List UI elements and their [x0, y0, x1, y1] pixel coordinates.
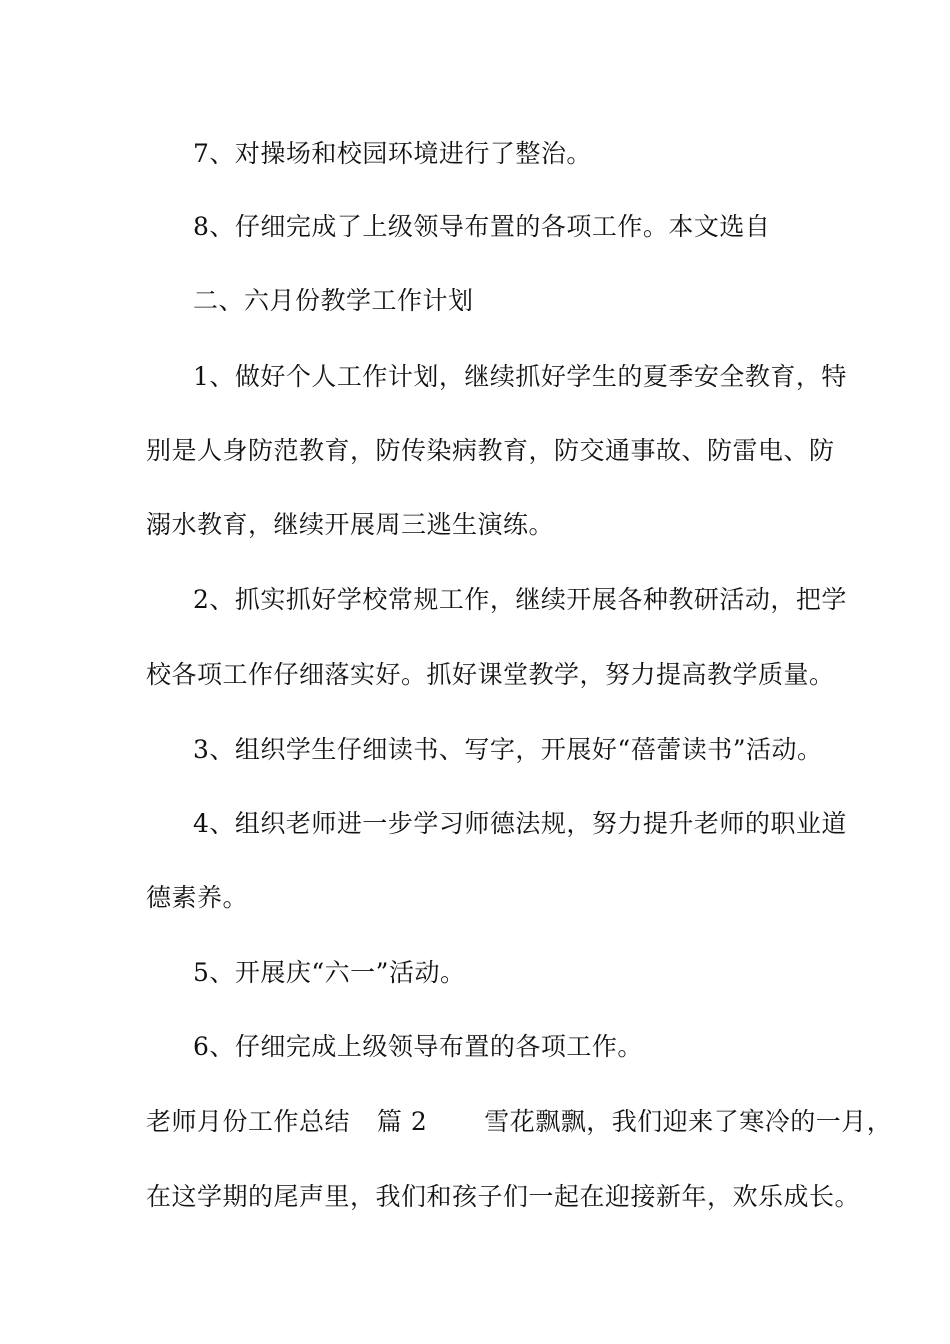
paragraph-line: 7、对操场和校园环境进行了整治。 [193, 139, 592, 168]
paragraph-line: 4、组织老师进一步学习师德法规，努力提升老师的职业道 [193, 809, 847, 838]
paragraph-line: 溺水教育，继续开展周三逃生演练。 [146, 510, 555, 539]
paragraph-line: 在这学期的尾声里，我们和孩子们一起在迎接新年，欢乐成长。 [146, 1182, 861, 1211]
paragraph-line: 2、抓实抓好学校常规工作，继续开展各种教研活动，把学 [193, 585, 847, 614]
section-text: 雪花飘飘，我们迎来了寒冷的一月， [484, 1107, 893, 1136]
section-title: 二、六月份教学工作计划 [193, 286, 474, 315]
section-heading: 老师月份工作总结 [146, 1107, 351, 1136]
paragraph-line: 8、仔细完成了上级领导布置的各项工作。本文选自 [193, 212, 771, 241]
paragraph-line: 别是人身防范教育，防传染病教育，防交通事故、防雷电、防 [146, 436, 835, 465]
paragraph-line: 德素养。 [146, 883, 249, 912]
paragraph-line: 校各项工作仔细落实好。抓好课堂教学，努力提高教学质量。 [146, 660, 835, 689]
paragraph-line: 1、做好个人工作计划，继续抓好学生的夏季安全教育，特 [193, 362, 847, 391]
paragraph-line: 3、组织学生仔细读书、写字，开展好“蓓蕾读书”活动。 [193, 735, 823, 764]
paragraph-line: 5、开展庆“六一”活动。 [193, 958, 466, 987]
paragraph-line: 6、仔细完成上级领导布置的各项工作。 [193, 1032, 643, 1061]
section-label: 篇 2 [376, 1107, 428, 1136]
section-heading-line [146, 1106, 893, 1138]
